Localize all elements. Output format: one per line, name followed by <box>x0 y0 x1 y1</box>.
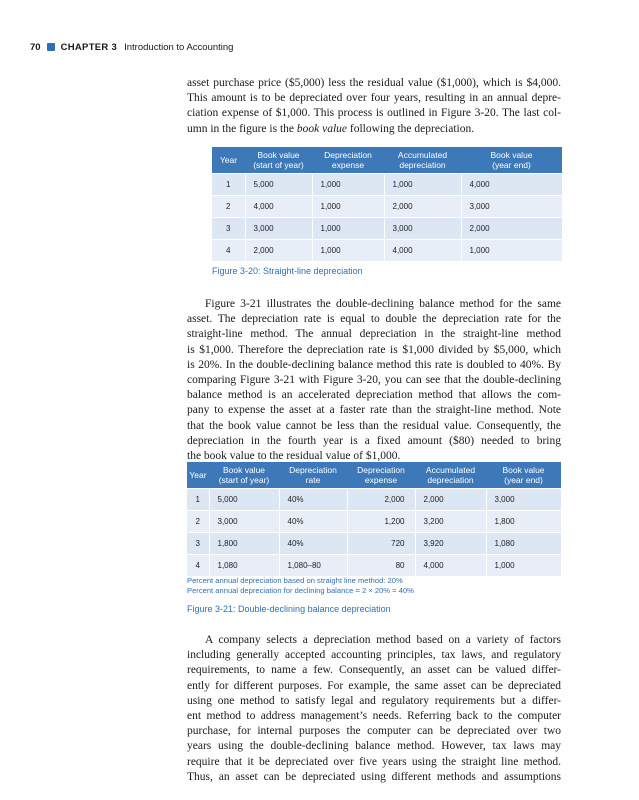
text-line: depreciation in the fourth year is a fixed amount ($80) needed to bring <box>187 434 561 447</box>
text-line: ently for different purposes. For example, the same asset can be depreciated <box>187 679 561 692</box>
text-line: Figure 3-21 illustrates the double-declining balance method for the same <box>205 298 561 310</box>
t2-header-cell <box>415 462 486 489</box>
header-text: Book value <box>490 150 533 160</box>
table-cell: 4,000 <box>245 196 312 218</box>
table-cell: 1,080 <box>486 533 561 555</box>
table-cell: 1,800 <box>486 511 561 533</box>
text-line: A company selects a depreciation method based on a variety of factors <box>205 634 561 646</box>
table-cell: 2,000 <box>461 218 562 240</box>
text-line: including generally accepted accounting principles, tax laws, and regulatory <box>187 649 561 662</box>
emphasis-term: book value <box>296 122 348 135</box>
year-cell: 4 <box>212 240 245 262</box>
table-cell: 2,000 <box>245 240 312 262</box>
table-cell: 2,000 <box>347 489 415 511</box>
text-line: ciation expense of $1,000. This process is outlined in Figure 3-20. The last col- <box>187 107 561 120</box>
table-cell: 80 <box>347 555 415 577</box>
table-cell: 720 <box>347 533 415 555</box>
table-cell: 3,000 <box>245 218 312 240</box>
chapter-label: CHAPTER 3 <box>60 41 118 53</box>
table-cell: 3,200 <box>415 511 486 533</box>
t1-header-cell <box>312 147 384 174</box>
figure-3-20-caption: Figure 3-20: Straight-line depreciation <box>212 266 363 276</box>
table-cell: 3,000 <box>461 196 562 218</box>
chapter-title: Introduction to Accounting <box>124 41 234 53</box>
table-row <box>187 533 561 555</box>
year-cell: 3 <box>212 218 245 240</box>
t1-header-cell <box>384 147 461 174</box>
note-line: Percent annual depreciation based on straight line method: 20% <box>187 576 403 585</box>
header-text: Book value <box>222 465 266 475</box>
header-text: (start of year) <box>253 160 304 170</box>
table-cell: 1,000 <box>312 174 384 196</box>
table-row <box>212 174 562 196</box>
table-cell: 1,200 <box>347 511 415 533</box>
text-line: requirements, to name a few. Consequently, an asset can be valued differ- <box>187 664 561 677</box>
text-line: pany to expense the asset at a faster rate than the straight-line method. Note <box>187 404 561 417</box>
table-cell: 2,000 <box>384 196 461 218</box>
table-cell: 1,080 <box>209 555 279 577</box>
table-cell: 1,080–80 <box>279 555 347 577</box>
year-cell: 2 <box>187 511 209 533</box>
t1-header-cell <box>245 147 312 174</box>
paragraph-2 <box>187 297 561 464</box>
text-line: straight-line method. The annual depreciation in the straight-line method <box>187 328 561 341</box>
t2-header-cell <box>347 462 415 489</box>
header-text: Book value <box>502 465 545 475</box>
double-declining-table <box>187 462 561 576</box>
header-text: Year <box>189 470 207 480</box>
text-line: that the book value cannot be less than the residual value. Consequently, the <box>187 419 561 432</box>
square-bullet-icon <box>47 43 55 51</box>
table-cell: 3,920 <box>415 533 486 555</box>
text-line: is $1,000. Therefore the depreciation rate is $1,000 divided by $5,000, which <box>187 343 561 356</box>
header-text: (year end) <box>492 160 531 170</box>
table-row <box>212 240 562 262</box>
text-line: asset. The depreciation rate is equal to double the depreciation rate for the <box>187 313 561 326</box>
table-cell: 4,000 <box>461 174 562 196</box>
text-line: asset purchase price ($5,000) less the residual value ($1,000), which is $4,000. <box>187 77 561 89</box>
table-row <box>187 555 561 577</box>
table-row <box>187 511 561 533</box>
year-cell: 4 <box>187 555 209 577</box>
header-text: depreciation <box>427 475 474 485</box>
table-cell: 4,000 <box>415 555 486 577</box>
t1-header-cell <box>212 147 245 174</box>
year-cell: 1 <box>212 174 245 196</box>
table-cell: 40% <box>279 533 347 555</box>
header-text: expense <box>331 160 365 170</box>
table-cell: 3,000 <box>209 511 279 533</box>
table-cell: 1,000 <box>461 240 562 262</box>
table-row <box>187 489 561 511</box>
running-header <box>30 40 233 54</box>
header-text: rate <box>305 475 321 485</box>
table-cell: 2,000 <box>415 489 486 511</box>
table-cell: 3,000 <box>486 489 561 511</box>
table-cell: 5,000 <box>245 174 312 196</box>
header-text: Depreciation <box>324 150 372 160</box>
t2-header-cell <box>209 462 279 489</box>
paragraph-1 <box>187 76 561 137</box>
table-cell: 1,000 <box>486 555 561 577</box>
header-text: Depreciation <box>289 465 337 475</box>
table-cell: 1,000 <box>312 240 384 262</box>
header-text: Depreciation <box>357 465 405 475</box>
table-cell: 1,000 <box>384 174 461 196</box>
note-line: Percent annual depreciation for declining balance = 2 × 20% = 40% <box>187 586 414 595</box>
table-cell: 3,000 <box>384 218 461 240</box>
text-line: years using the double-declining balance method. However, tax laws may <box>187 740 561 753</box>
text-line: purchase, for internal purposes the computer can be depreciated over two <box>187 725 561 738</box>
table-cell: 40% <box>279 511 347 533</box>
header-text: (start of year) <box>218 475 270 485</box>
header-text: depreciation <box>399 160 446 170</box>
text-line: require that it be depreciated over five years using the straight line method. <box>187 755 561 768</box>
header-text: (year end) <box>504 475 543 485</box>
table-cell: 4,000 <box>384 240 461 262</box>
t1-header-cell <box>461 147 562 174</box>
header-text: Accumulated <box>425 465 476 475</box>
header-text: expense <box>364 475 398 485</box>
figure-3-21-caption: Figure 3-21: Double-declining balance depreciation <box>187 604 391 614</box>
text-line: is 20%. In the double-declining balance method this rate is doubled to 40%. By <box>187 358 561 371</box>
table-row <box>212 196 562 218</box>
text-line: comparing Figure 3-21 with Figure 3-20, you can see that the double-declining <box>187 373 561 386</box>
t2-header-cell <box>279 462 347 489</box>
table-row <box>212 218 562 240</box>
text-line: using one method to satisfy legal and regulatory requirements but a differ- <box>187 694 561 707</box>
header-text: Accumulated <box>397 150 448 160</box>
table-cell: 1,000 <box>312 196 384 218</box>
text-line: balance method is an accelerated depreciation method that allows the com- <box>187 389 561 402</box>
text-line: This amount is to be depreciated over four years, resulting in an annual depre- <box>187 92 561 105</box>
table-note <box>187 576 414 596</box>
table-cell: 1,000 <box>312 218 384 240</box>
year-cell: 2 <box>212 196 245 218</box>
year-cell: 1 <box>187 489 209 511</box>
straight-line-table <box>212 147 562 261</box>
header-text: Year <box>219 155 238 165</box>
t2-header-cell <box>486 462 561 489</box>
text-line: the book value to the residual value of $1,000. <box>187 449 401 462</box>
text-line: ent method to address management’s needs. Referring back to the computer <box>187 709 561 722</box>
paragraph-3 <box>187 633 561 785</box>
page-number: 70 <box>30 41 41 53</box>
text-line: umn in the figure is the book value following the depreciation. <box>187 122 475 135</box>
table-cell: 1,800 <box>209 533 279 555</box>
table-cell: 40% <box>279 489 347 511</box>
year-cell: 3 <box>187 533 209 555</box>
t2-header-cell <box>187 462 209 489</box>
header-text: Book value <box>257 150 300 160</box>
text-line: Thus, an asset can be depreciated using different methods and assumptions <box>187 770 561 783</box>
table-cell: 5,000 <box>209 489 279 511</box>
